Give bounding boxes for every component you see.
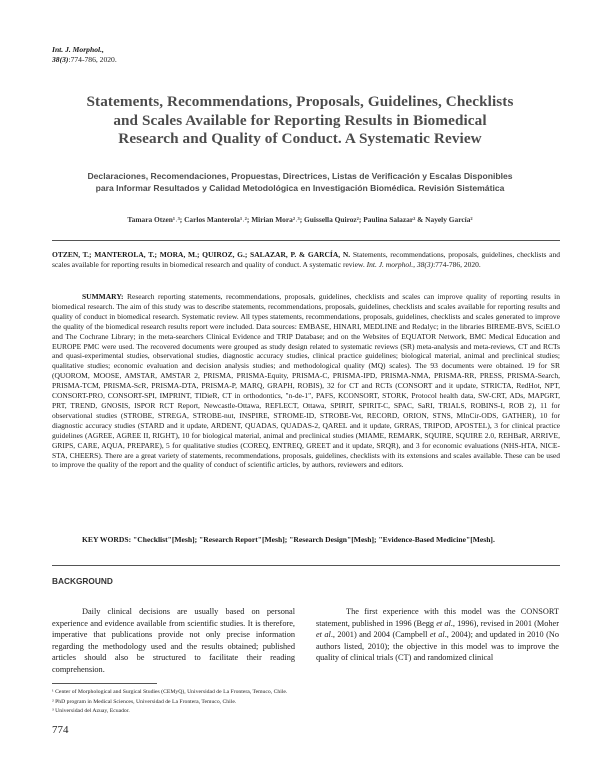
footnote-1: ¹ Center of Morphological and Surgical Studies (CEMyQ), Universidad de La Frontera, Temuco, Chile.: [52, 689, 288, 695]
summary-label: SUMMARY:: [82, 292, 124, 301]
right-text-2: ., 1996), revised in 2001 (Moher: [450, 618, 560, 628]
citation-authors: OTZEN, T.; MANTEROLA, T.; MORA, M.; QUIROZ, G.; SALAZAR, P. & GARCÍA, N.: [52, 250, 351, 259]
keywords-text: "Checklist"[Mesh]; "Research Report"[Mesh]; "Research Design"[Mesh]; "Evidence-Based Medicine"[Mesh].: [131, 535, 495, 544]
section-heading: BACKGROUND: [52, 576, 113, 586]
section-divider: [52, 565, 560, 566]
journal-volume: 38(3): [52, 55, 69, 64]
footnote-2: ² PhD program in Medical Sciences, Universidad de La Frontera, Temuco, Chile.: [52, 698, 237, 705]
journal-pages: :774-786, 2020.: [68, 55, 117, 64]
right-etal-3: et al: [429, 630, 445, 640]
right-text-4: ., 2004); and updated in 2010 (No authors listed, 2010); the objective in this model was to improve the quality of clinical trials (CT) and randomized clinical: [316, 630, 559, 663]
subtitle-line-1: Declaraciones, Recomendaciones, Propuestas, Directrices, Listas de Verificación y Escalas Disponibles: [87, 171, 513, 181]
keywords: [52, 535, 560, 545]
footnote-3: ³ Universidad del Azuay, Ecuador.: [52, 708, 130, 715]
keywords-label: KEY WORDS:: [82, 535, 132, 544]
right-text-1: The first experience with this model was the CONSORT statement, published in 1996 (Begg: [316, 607, 559, 628]
abstract: [52, 292, 560, 470]
right-etal-1: et al: [436, 618, 451, 628]
subtitle-line-2: para Informar Resultados y Calidad Metodológica en Investigación Biomédica. Revisión Sistemática: [95, 183, 505, 193]
footnote-divider: [52, 683, 157, 684]
citation-journal: Int. J. morphol., 38(3): [364, 259, 434, 269]
title-line-1: Statements, Recommendations, Proposals, Guidelines, Checklists: [86, 93, 514, 110]
title-line-2: and Scales Available for Reporting Results in Biomedical: [113, 111, 487, 129]
author-list: Tamara Otzen¹˒³; Carlos Manterola¹˒²; Mirian Mora²˒³; Guissella Quiroz²; Paulina Salazar² & Nayely García²: [127, 215, 473, 224]
page-number: 774: [52, 724, 69, 736]
footnotes: [52, 688, 560, 717]
right-etal-2: et al: [316, 630, 331, 640]
citation-pages: :774-786, 2020.: [433, 259, 481, 269]
article-subtitle: [40, 170, 560, 194]
citation-text: Statements, recommendations, proposals, guidelines, checklists and scales available for reporting results in biomedical research and quality of conduct. A systematic review.: [52, 250, 560, 269]
right-text-3: ., 2001) and 2004 (Campbell: [330, 630, 430, 640]
citation-block: [52, 250, 560, 270]
title-line-3: Research and Quality of Conduct. A Systematic Review: [118, 130, 482, 147]
body-left-column: Daily clinical decisions are usually based on personal experience and evidence available from scientific studies. It is therefore, imperative that publications provide not only precise information regarding the methodology used and the results obtained; published articles should also be structured to facilitate their reading comprehension.: [52, 607, 295, 674]
summary-text: Research reporting statements, recommendations, proposals, guidelines, checklists and scales can improve quality of reporting results in biomedical research. The aim of this study was to describe statements, recommendations, proposals, guidelines, checklists and scales available for reporting results and quality of conduct in biomedical research. Systematic review. All types statements, recommendations, proposals, guidelines, checklists and scales generated to improve the quality of the biomedical research results report were included. Data sources: EMBASE, HINARI, MEDLINE and Redalyc; in the libraries BIREME-BVS, SciELO and The Cochrane Library; in the meta-searchers Clinical Evidence and TRIP Database; and on the Websites of EQUATOR Network, BMC Medical Education and EUROPE PMC were used. The recovered documents were grouped as study design related to systematic reviews (SR) meta-analysis and meta-reviews, CT and RCTs and quasi-experimental studies, observational studies, diagnostic accuracy studies, clinical practice guidelines; biological material, animal and preclinical studies; qualitative studies; economic evaluation and decision analysis studies; and methodological quality (MQ) scales). The 93 documents were obtained. 19 for SR (QUOROM, MOOSE, AMSTAR, AMSTAR 2, PRISMA, PRISMA-Equity, PRISMA-C, PRISMA-IPD, PRISMA-NMA, PRISMA-RR, PRESS, PRISMA-Search, PRISMA-TCM, PRISMA-ScR, PRISMA-DTA, PRISMA-P, MARQ, GRAPH, ROBIS), 32 for CT and RCTs (CONSORT and it update, STRICTA, RedHot, NPT, CONSORT-PRO, CONSORT-SPI, IMPRINT, TIDieR, CT in orthodontics, "n-de-1", PAFS, KCONSORT, STORK, Protocol health data, SW-CRT, ADs, MAPGRT, PRT, TREND, GNOSIS, ISPOR RCT Report, Newcastle-Ottawa, REFLECT, Ottawa, SPIRIT, SPIRIT-C, SPAC, SaRI, TRIALS, ROBINS-I, ROB 2), 11 for observational studies (STROBE, STREGA, STROBE-nut, INSPIRE, STROME-ID, STROBE-Vet, RECORD, ORION, STNS, MInCir-ODS, GATHER), 10 for diagnostic accuracy studies (STARD and it update, ARDENT, QUADAS, QUADAS-2, QAREL and it update, GRRAS, TRIPOD, APOSTEL), 3 for clinical practice guidelines (AGREE, AGREE II, RIGHT), 10 for biological material, animal and preclinical studies (MIAME, REMARK, SQUIRE, SQUIRE 2.0, REHBaR, ARRIVE, GRIPS, CARE, AQUA, PREPARE), 5 for qualitative studies (COREQ, ENTREQ, GREET and it update, SRQR), and 3 for economic evaluations (NHS-HTA, NICE-STA, CHEERS). There are a great variety of statements, recommendations, proposals, guidelines, checklists with its extensions and scales available. These can be used to improve the quality of the report and the quality of conduct of scientific articles, by authors, reviewers and editors.: [52, 292, 560, 470]
journal-name: Int. J. Morphol.,: [52, 45, 104, 54]
article-title: [40, 93, 560, 149]
top-divider: [52, 240, 560, 241]
body-right-column: [316, 606, 559, 664]
journal-header: [52, 45, 117, 65]
